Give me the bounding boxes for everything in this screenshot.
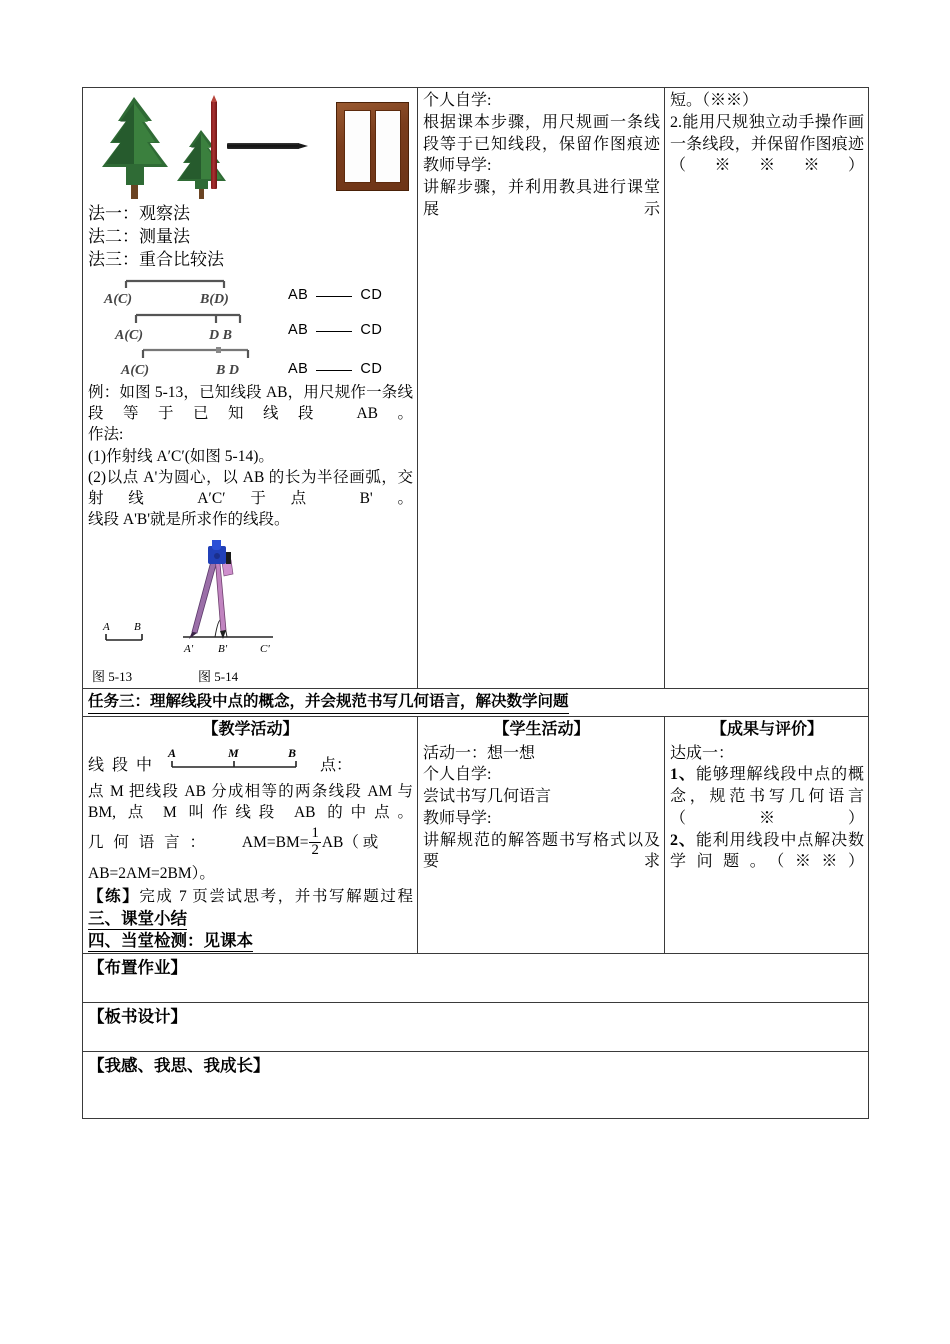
answer-blank-1[interactable]: [316, 296, 352, 297]
outcome-item-1: [670, 764, 864, 829]
student-activity-text-2: [423, 743, 660, 874]
summary-item-1: [88, 909, 413, 931]
compass-drawing: [88, 540, 418, 668]
window-frame-icon: [336, 102, 409, 191]
comparison-row-2: [88, 310, 413, 345]
cell-outcome-evaluation-1: [665, 88, 869, 689]
method-item-2: 法二：测量法: [88, 227, 190, 247]
tree-large-icon: [92, 95, 178, 199]
student2-line-2: 个人自学:: [423, 766, 492, 784]
svg-text:B: B: [288, 745, 297, 760]
segment-figure-2: [88, 310, 288, 345]
student2-line-3: 尝试书写几何语言: [423, 788, 552, 806]
svg-text:A(C): A(C): [104, 292, 132, 308]
table-row-reflection: [83, 1052, 869, 1119]
reflection-label: 【我感、我思、我成长】: [88, 1056, 270, 1076]
comparison-methods-list: [88, 202, 413, 271]
tree-small-icon: [172, 127, 232, 199]
geo-language-label: 几 何 语 言 ：: [88, 834, 209, 852]
pencil-black-horizontal-icon: [227, 143, 299, 149]
segment-amb-svg: [162, 744, 312, 774]
cell-teaching-activity-1: [83, 88, 418, 689]
example-line-5: 线段 A'B'就是所求作的线段。: [88, 510, 290, 528]
student2-line-1: 活动一：想一想: [423, 744, 536, 762]
geo-formula-second-line: AB=2AM=2BM）。: [88, 865, 215, 883]
table-row-section-headers: [83, 716, 869, 954]
practice-tag: 【练】: [88, 888, 140, 906]
cell-board-design[interactable]: [83, 1003, 869, 1052]
student-line-4: 讲解步骤，并利用教具进行课堂展示: [423, 179, 660, 218]
student-activity-text-1: [423, 90, 660, 221]
cell-student-activity-2: [418, 716, 665, 954]
figure-caption-5-14: 图 5-14: [198, 668, 239, 684]
window-pane-left: [344, 110, 371, 183]
svg-text:B: B: [134, 620, 141, 633]
midpoint-heading-line: [88, 744, 413, 782]
expr-right-3: CD: [360, 361, 383, 378]
task3-title-text: 任务三：理解线段中点的概念，并会规范书写几何语言，解决数学问题: [88, 691, 569, 714]
practice-text: 完成 7 页尝试思考，并书写解题过程: [139, 888, 413, 906]
pencil-red-vertical-icon: [211, 101, 217, 189]
svg-text:A(C): A(C): [121, 363, 149, 379]
comparison-row-1: [88, 275, 413, 310]
segment-figure-3: [88, 345, 288, 380]
comparison-expression-3: [288, 359, 382, 380]
summary-item-1-label: 三、课堂小结: [88, 909, 187, 929]
expr-right-1: CD: [360, 287, 383, 304]
summary-item-2-label: 四、当堂检测：见课本: [88, 931, 253, 951]
example-text-block: [88, 382, 413, 530]
table-row-homework: [83, 954, 869, 1003]
outcome-line-1: 短。（※※）: [670, 92, 759, 109]
outcome-text-2: [670, 743, 864, 874]
fraction-one-half: [309, 826, 320, 858]
student-line-1: 个人自学:: [423, 92, 492, 109]
comparison-expression-1: [288, 285, 382, 306]
header-teaching-activity: 【教学活动】: [202, 720, 299, 738]
expr-left-1: AB: [288, 287, 309, 304]
figure-caption-5-13: 图 5-13: [92, 668, 133, 684]
student2-line-4: 教师导学:: [423, 809, 492, 827]
board-design-label: 【板书设计】: [88, 1007, 187, 1027]
outcome-item-2-text: 能利用线段中点解决数学问题。（※※）: [670, 831, 864, 871]
table-row-task3-title: [83, 688, 869, 716]
cell-reflection[interactable]: [83, 1052, 869, 1119]
geometric-language-line: [88, 826, 413, 858]
svg-text:M: M: [228, 745, 239, 760]
comparison-row-3: [88, 345, 413, 380]
midpoint-heading-pre: 线 段 中: [88, 756, 155, 774]
header-outcome-evaluation: 【成果与评价】: [710, 720, 823, 738]
cell-homework[interactable]: [83, 954, 869, 1003]
method-item-1: 法一：观察法: [88, 204, 190, 223]
expr-right-2: CD: [360, 322, 383, 339]
method-item-3: 法三：重合比较法: [88, 250, 224, 270]
geo-formula-post-inline: AB（ 或: [321, 834, 379, 852]
svg-text:A: A: [168, 745, 177, 760]
segment-amb-diagram: [162, 744, 312, 782]
svg-text:B D: B D: [216, 363, 239, 379]
outcome-item-1-text: 能够理解线段中点的概念，规范书写几何语言（※）: [670, 766, 864, 827]
student-line-2: 根据课本步骤，用尺规画一条线段等于已知线段，保留作图痕迹: [423, 113, 660, 153]
example-line-2: 作法:: [88, 426, 124, 444]
segment-figure-1: [88, 275, 288, 310]
outcome-item-1-num: 1、: [670, 766, 696, 784]
comparison-expression-2: [288, 320, 382, 341]
segment-comparison-diagrams: [88, 275, 413, 380]
student-line-3: 教师导学:: [423, 157, 492, 175]
window-pane-right: [375, 110, 402, 183]
answer-blank-2[interactable]: [316, 331, 352, 332]
fraction-numerator: 1: [311, 825, 319, 842]
svg-text:C': C': [260, 642, 270, 655]
outcome-line-2: 2.能用尺规独立动手操作画一条线段，并保留作图痕迹（※※※）: [670, 113, 864, 175]
cell-outcome-evaluation-2: [665, 716, 869, 954]
fraction-denominator: 2: [311, 841, 319, 858]
homework-label: 【布置作业】: [88, 958, 187, 978]
midpoint-definition: 点 M 把线段 AB 分成相等的两条线段 AM 与 BM, 点 M 叫作线段 AB 的中点。: [88, 783, 413, 822]
midpoint-heading-post: 点：: [320, 756, 353, 774]
header-student-activity: 【学生活动】: [493, 720, 590, 738]
svg-text:A': A': [184, 642, 194, 655]
expr-left-2: AB: [288, 322, 309, 339]
summary-item-2: [88, 931, 413, 953]
example-line-3: (1)作射线 A′C′(如图 5-14)。: [88, 447, 274, 465]
geo-formula-pre: AM=BM=: [241, 834, 309, 852]
outcome-text-1: [670, 90, 864, 177]
outcome-item-2: [670, 830, 864, 874]
student2-line-5: 讲解规范的解答题书写格式以及要求: [423, 831, 660, 871]
example-line-4: (2)以点 A'为圆心，以 AB 的长为半径画弧，交射线 A′C′于点 B'。: [88, 468, 413, 507]
illustration-strip: [88, 91, 413, 199]
figure-captions: [88, 668, 413, 686]
task3-title-cell: [83, 688, 869, 716]
achievement-label: 达成一：: [670, 744, 735, 762]
expr-left-3: AB: [288, 361, 309, 378]
compass-construction-figure: [88, 540, 413, 668]
svg-text:A(C): A(C): [115, 328, 143, 344]
svg-text:B': B': [218, 642, 228, 655]
answer-blank-3[interactable]: [316, 370, 352, 371]
table-row-board-design: [83, 1003, 869, 1052]
svg-text:B(D): B(D): [200, 292, 229, 308]
summary-list: [88, 909, 413, 953]
cell-student-activity-1: [418, 88, 665, 689]
example-line-1: 例：如图 5-13，已知线段 AB，用尺规作一条线段等于已知线段 AB。: [88, 384, 413, 423]
svg-text:D B: D B: [209, 328, 232, 344]
outcome-item-2-num: 2、: [670, 831, 696, 849]
lesson-plan-table: [82, 87, 869, 1119]
table-row-task2-content: [83, 88, 869, 689]
practice-line: [88, 886, 413, 907]
cell-teaching-activity-2: [83, 716, 418, 954]
svg-text:A: A: [103, 620, 110, 633]
